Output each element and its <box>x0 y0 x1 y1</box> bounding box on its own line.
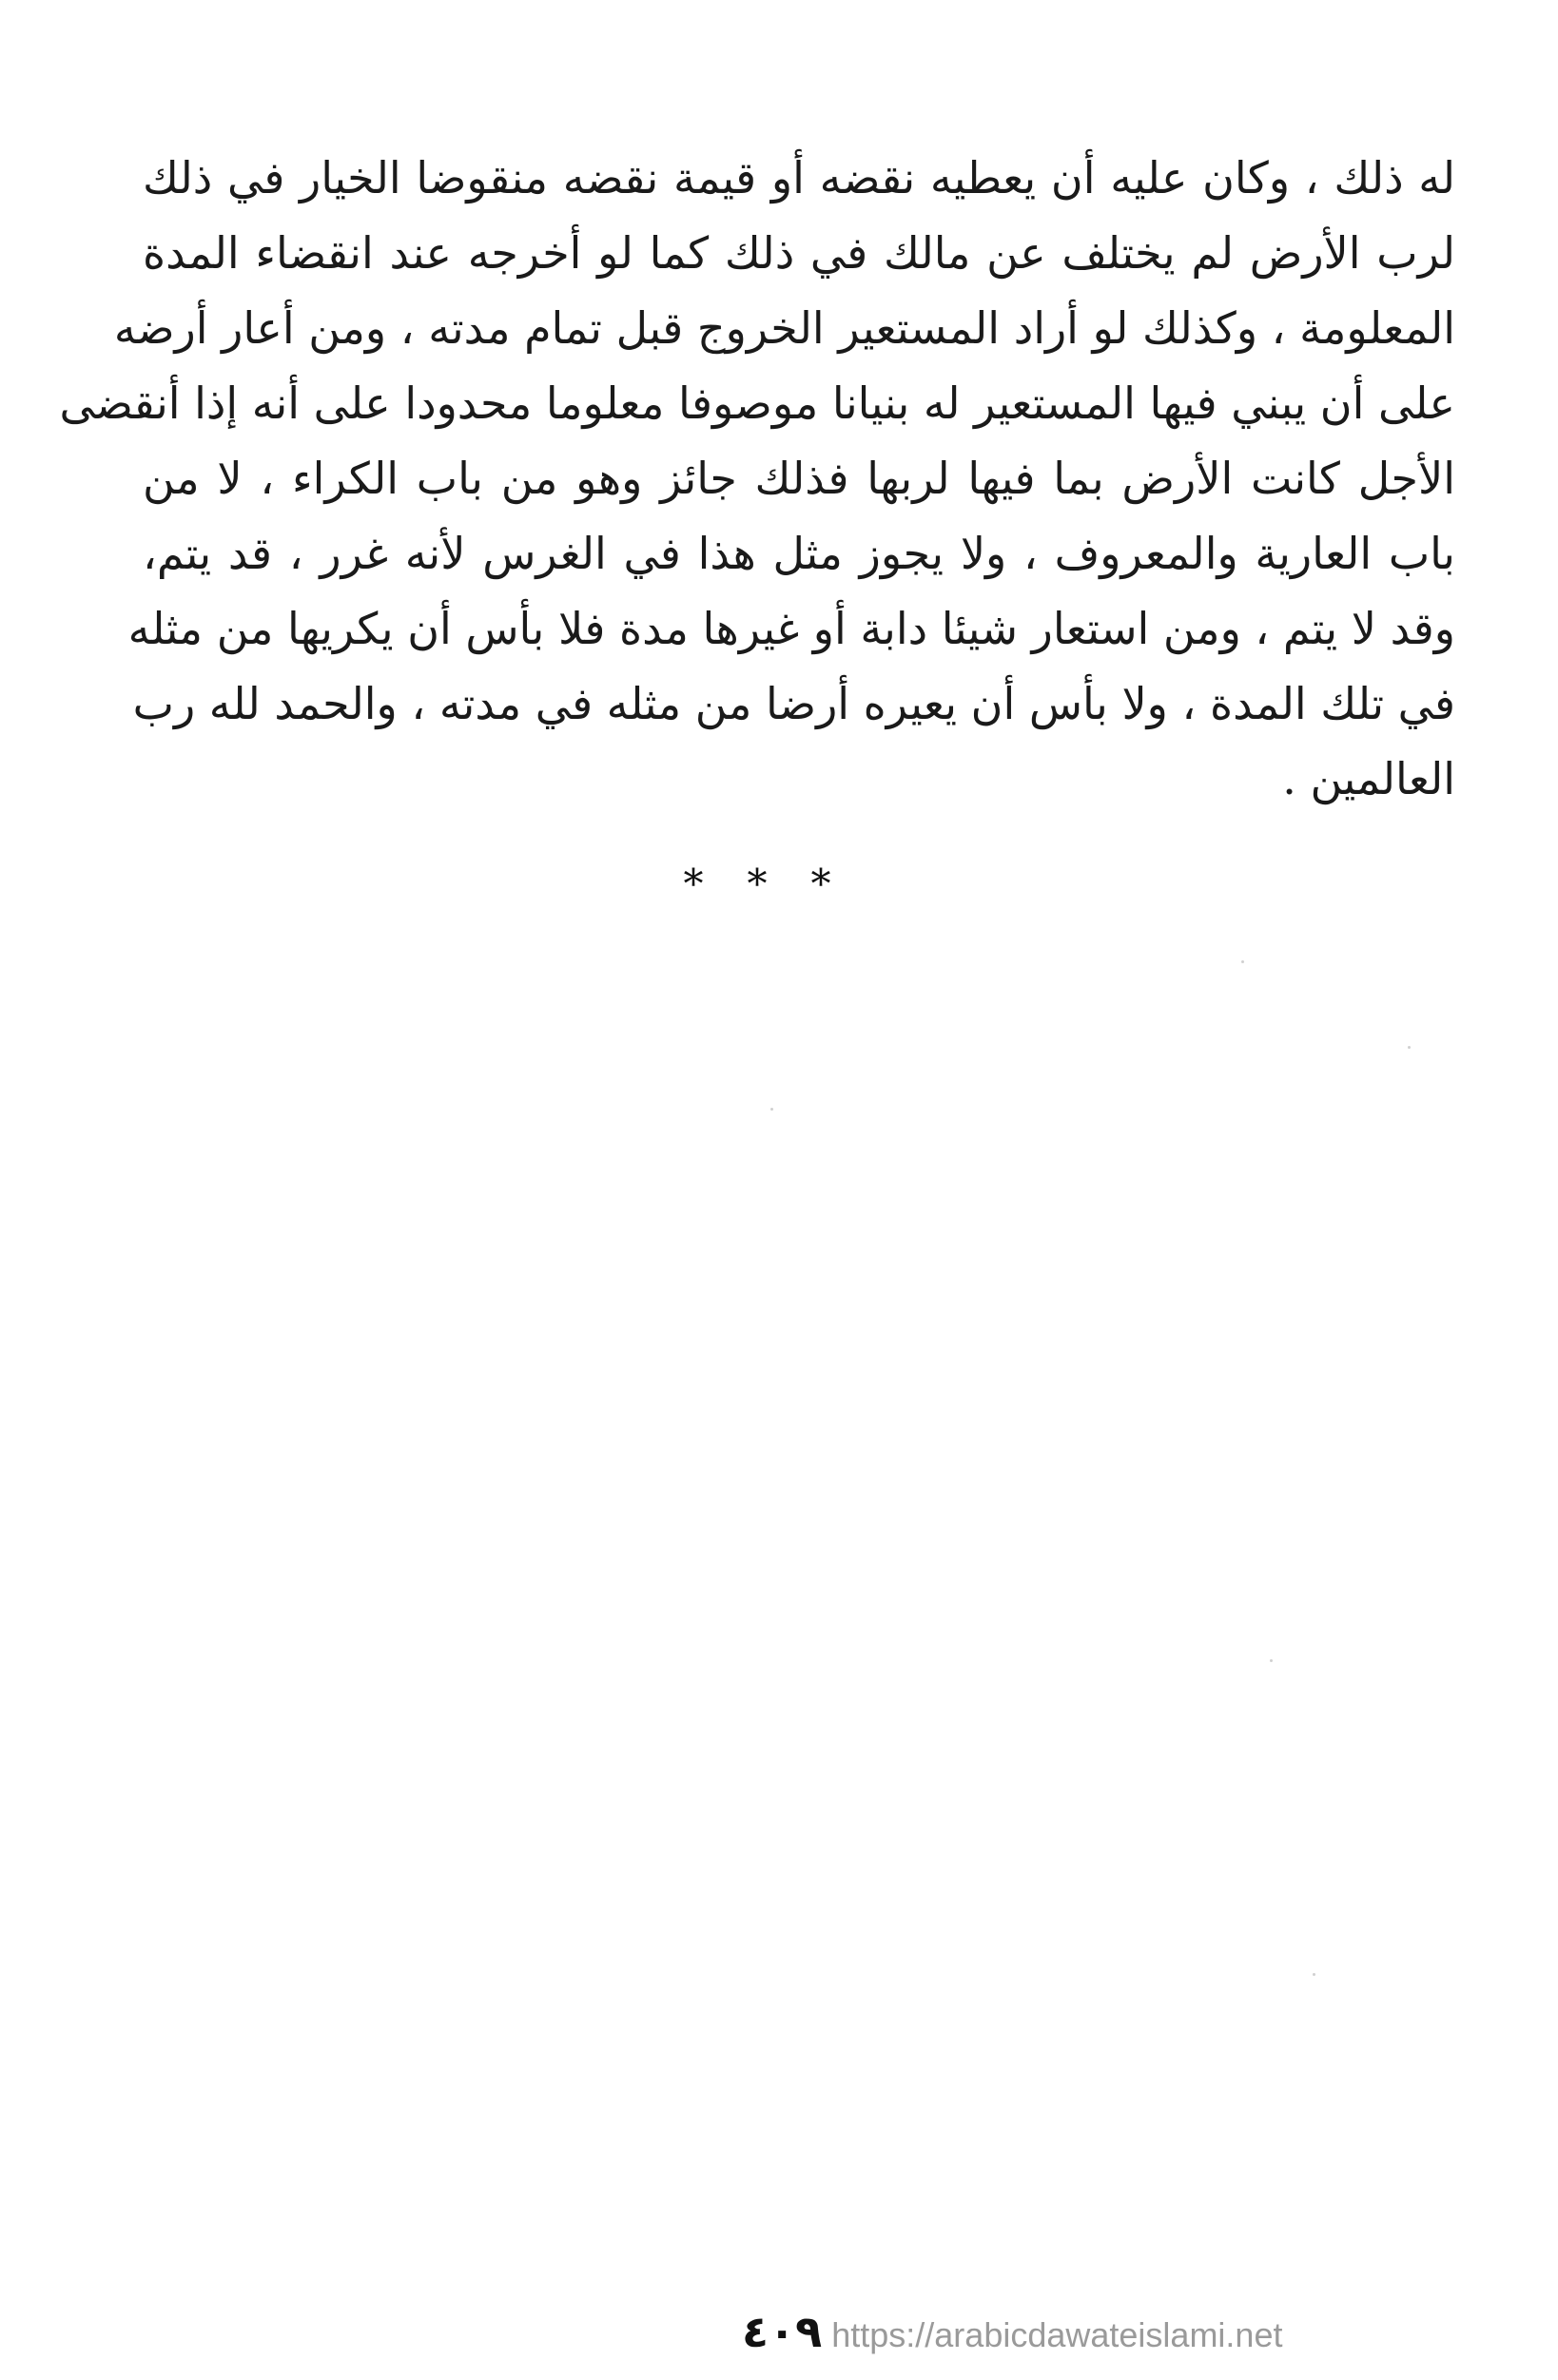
text-line-2: لرب الأرض لم يختلف عن مالك في ذلك كما لو أخرجه عند انقضاء المدة <box>143 227 1455 279</box>
asterisk-icon: * <box>810 861 875 907</box>
section-divider-ornament <box>0 861 1558 907</box>
scan-speck <box>1408 1046 1411 1049</box>
scan-speck <box>1241 960 1244 963</box>
asterisk-icon: * <box>683 861 748 907</box>
scan-speck <box>770 1108 773 1111</box>
watermark-url: https://arabicdawateislami.net <box>831 2315 1283 2354</box>
text-line-8: في تلك المدة ، ولا بأس أن يعيره أرضا من مثله في مدته ، والحمد لله رب <box>132 678 1455 729</box>
text-line-3: المعلومة ، وكذلك لو أراد المستعير الخروج قبل تمام مدته ، ومن أعار أرضه <box>113 302 1455 354</box>
body-text <box>59 141 1455 817</box>
scan-speck <box>1313 1973 1315 1976</box>
scan-speck <box>1270 1659 1273 1662</box>
text-line-1: له ذلك ، وكان عليه أن يعطيه نقضه أو قيمة نقضه منقوضا الخيار في ذلك <box>143 152 1455 203</box>
text-line-5: الأجل كانت الأرض بما فيها لربها فذلك جائز وهو من باب الكراء ، لا من <box>143 453 1455 504</box>
text-line-9: العالمين . <box>1282 753 1455 804</box>
asterisk-icon: * <box>747 861 811 907</box>
page-footer <box>742 2306 1282 2363</box>
text-line-7: وقد لا يتم ، ومن استعار شيئا دابة أو غيرها مدة فلا بأس أن يكريها من مثله <box>127 603 1455 654</box>
text-line-6: باب العارية والمعروف ، ولا يجوز مثل هذا في الغرس لأنه غرر ، قد يتم، <box>143 528 1455 579</box>
page-number: ٤٠٩ <box>742 2306 823 2357</box>
text-line-4: على أن يبني فيها المستعير له بنيانا موصوفا معلوما محدودا على أنه إذا أنقضى <box>59 377 1455 429</box>
